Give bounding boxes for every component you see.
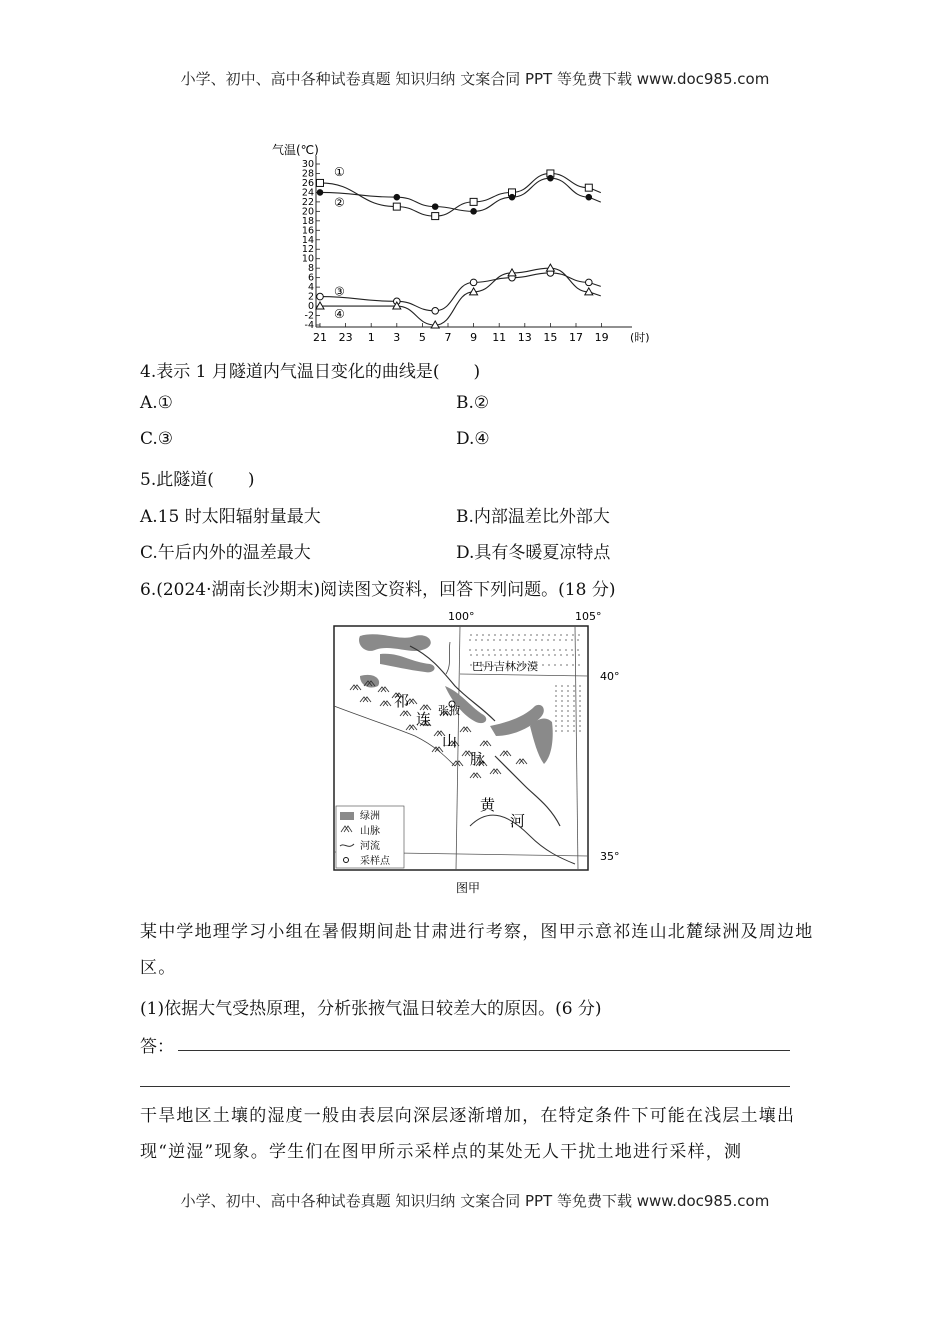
series-label-2: ② <box>334 195 345 210</box>
y-tick-label: 14 <box>301 234 314 246</box>
y-tick-label: 2 <box>307 291 314 303</box>
y-tick-label: 22 <box>301 196 314 208</box>
y-tick-label: 20 <box>301 206 314 218</box>
range-char-3: 山 <box>442 732 458 750</box>
x-tick-label: 13 <box>517 331 532 344</box>
point-marker <box>317 179 324 186</box>
point-marker <box>393 203 400 210</box>
point-marker <box>432 307 439 314</box>
x-tick-label: 15 <box>543 331 558 344</box>
question-4-option-d: D.④ <box>456 429 490 449</box>
point-marker <box>547 175 554 182</box>
question-5-option-a: A.15 时太阳辐射量最大 <box>140 507 321 527</box>
answer-line-2[interactable] <box>140 1086 790 1087</box>
x-tick-label: 21 <box>313 331 327 344</box>
x-axis-label: (时) <box>630 331 650 344</box>
point-marker <box>317 293 324 300</box>
series-label-3: ③ <box>334 284 345 299</box>
x-tick-label: 17 <box>569 331 583 344</box>
desert-label: 巴丹吉林沙漠 <box>472 660 538 673</box>
y-tick-label: 10 <box>301 253 314 265</box>
lon-label-100: 100° <box>448 610 475 623</box>
x-tick-label: 11 <box>492 331 507 344</box>
y-tick-label: 12 <box>301 244 314 256</box>
lon-label-105: 105° <box>575 610 602 623</box>
river-char-2: 河 <box>510 812 526 830</box>
legend-oasis: 绿洲 <box>360 811 380 822</box>
x-tick-label: 9 <box>470 331 478 344</box>
point-marker <box>470 198 477 205</box>
river-char-1: 黄 <box>480 796 496 814</box>
question-5-stem: 5.此隧道( ) <box>140 470 255 490</box>
y-axis-label: 气温(℃) <box>272 143 319 157</box>
range-char-4: 脉 <box>470 750 486 768</box>
page-footer: 小学、初中、高中各种试卷真题 知识归纳 文案合同 PPT 等免费下载 www.doc985.com <box>180 1192 770 1210</box>
y-tick-label: -2 <box>304 310 314 322</box>
page-header: 小学、初中、高中各种试卷真题 知识归纳 文案合同 PPT 等免费下载 www.doc985.com <box>180 70 770 88</box>
series-line-3 <box>320 273 601 311</box>
point-marker <box>586 279 593 286</box>
lat-label-40: 40° <box>600 670 620 683</box>
question-6-intro: 某中学地理学习小组在暑假期间赴甘肃进行考察，图甲示意祁连山北麓绿洲及周边地区。 <box>140 922 814 978</box>
x-tick-label: 19 <box>594 331 609 344</box>
question-4-option-a: A.① <box>140 393 173 413</box>
question-6-stem: 6.(2024·湖南长沙期末)阅读图文资料，回答下列问题。(18 分) <box>140 580 616 600</box>
lat-label-35: 35° <box>600 850 620 863</box>
y-tick-label: 28 <box>301 168 314 180</box>
y-tick-label: 6 <box>307 272 314 284</box>
answer-line-1[interactable] <box>178 1050 790 1051</box>
point-marker <box>317 189 324 196</box>
question-5-option-b: B.内部温差比外部大 <box>456 507 610 527</box>
city-label: 张掖 <box>438 704 460 717</box>
question-4-option-b: B.② <box>456 393 490 413</box>
y-tick-label: 24 <box>301 187 314 199</box>
question-5-option-d: D.具有冬暖夏凉特点 <box>456 543 611 563</box>
range-char-2: 连 <box>416 710 432 728</box>
x-tick-label: 5 <box>418 331 426 344</box>
x-tick-label: 3 <box>393 331 401 344</box>
map-figure <box>320 606 620 898</box>
question-6-sub1: (1)依据大气受热原理，分析张掖气温日较差大的原因。(6 分) <box>140 999 602 1019</box>
point-marker <box>394 194 401 201</box>
series-line-4 <box>320 268 601 325</box>
series-label-1: ① <box>334 164 345 179</box>
x-tick-label: 23 <box>338 331 353 344</box>
range-char-1: 祁 <box>394 692 410 710</box>
legend-mountain: 山脉 <box>360 826 380 837</box>
y-tick-label: 26 <box>301 177 314 189</box>
point-marker <box>509 194 516 201</box>
y-tick-label: 18 <box>301 215 314 227</box>
y-tick-label: 16 <box>301 225 314 237</box>
y-tick-label: 8 <box>307 263 314 275</box>
point-marker <box>470 279 477 286</box>
y-tick-label: -4 <box>304 320 314 331</box>
question-5-option-c: C.午后内外的温差最大 <box>140 543 311 563</box>
y-tick-label: 4 <box>307 282 314 294</box>
map-caption: 图甲 <box>456 881 481 895</box>
legend-sample: 采样点 <box>360 856 390 867</box>
point-marker <box>470 208 477 215</box>
point-marker <box>586 194 593 201</box>
question-6-passage: 干旱地区土壤的湿度一般由表层向深层逐渐增加，在特定条件下可能在浅层土壤出现“逆湿”现象。学生们在图甲所示采样点的某处无人干扰土地进行采样，测 <box>140 1106 796 1162</box>
point-marker <box>585 184 592 191</box>
x-tick-label: 7 <box>444 331 452 344</box>
y-tick-label: 0 <box>307 301 314 313</box>
temperature-chart <box>270 138 670 348</box>
question-4-stem: 4.表示 1 月隧道内气温日变化的曲线是( ) <box>140 362 481 382</box>
question-4-option-c: C.③ <box>140 429 174 449</box>
point-marker <box>432 213 439 220</box>
legend-river: 河流 <box>360 841 380 852</box>
series-label-4: ④ <box>334 307 345 322</box>
x-tick-label: 1 <box>367 331 375 344</box>
y-tick-label: 30 <box>301 159 314 170</box>
point-marker <box>432 203 439 210</box>
answer-label: 答： <box>140 1037 174 1057</box>
series-line-2 <box>320 178 601 211</box>
